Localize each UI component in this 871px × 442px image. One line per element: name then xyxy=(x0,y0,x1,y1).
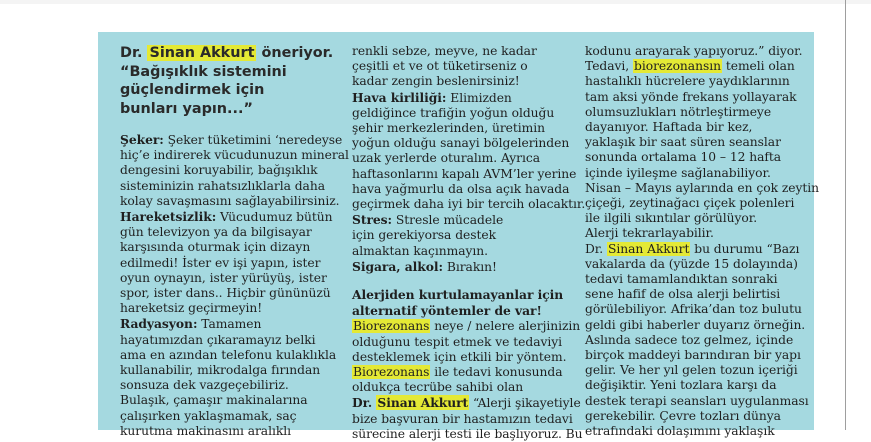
text-run: Bırakın! xyxy=(443,259,497,274)
text-line xyxy=(352,121,574,136)
text-run: desteklemek için etkili bir yöntem. xyxy=(352,349,567,364)
text-line xyxy=(585,424,800,439)
text-line xyxy=(120,271,342,286)
text-run: çeşitli et ve ot tüketirseniz o xyxy=(352,59,528,74)
article-column-1 xyxy=(120,44,349,439)
text-run: görülebiliyor. Afrika’dan toz bulutu xyxy=(585,302,802,317)
text-line xyxy=(352,335,574,350)
text-line xyxy=(352,212,574,228)
text-run: öneriyor. xyxy=(256,45,334,61)
text-run: Nisan – Mayıs aylarında en çok zeytin xyxy=(585,180,820,195)
text-run: için gerekiyorsa destek xyxy=(352,228,497,243)
text-run: haftasonlarını kapalı AVM’ler yerine xyxy=(352,166,577,181)
text-run: spor, ister dans.. Hiçbir gününüzü xyxy=(120,286,331,301)
text-line xyxy=(585,74,800,89)
text-run: almaktan kaçınmayın. xyxy=(352,243,489,258)
text-line xyxy=(120,100,342,119)
text-run: geldiğince trafiğin yoğun olduğu xyxy=(352,105,555,120)
text-run: sisteminizin rahatsızlıklarla daha xyxy=(120,178,325,193)
article-body xyxy=(585,44,820,439)
text-line xyxy=(585,180,820,196)
text-run: sonsuza dek vazgeçebiliriz. xyxy=(120,378,289,393)
text-line xyxy=(120,44,342,63)
text-line xyxy=(585,287,800,302)
text-run: kodunu arayarak yapıyoruz.” diyor. xyxy=(585,44,803,58)
text-line xyxy=(120,348,342,363)
text-line xyxy=(352,197,586,212)
text-run: şehir merkezlerinden, üretimin xyxy=(352,121,546,136)
bold-term: Dr. xyxy=(352,395,377,411)
text-line xyxy=(120,286,342,301)
text-run: temeli olan xyxy=(721,59,795,74)
text-line xyxy=(585,409,800,424)
article-body xyxy=(352,44,586,275)
spacer xyxy=(352,275,574,287)
text-run: hiç’e indirerek vücudunuzun mineral xyxy=(120,148,349,163)
text-run: sürecine alerji testi ile başlıyoruz. Bu xyxy=(352,426,583,441)
highlighted-name: biorezonansın xyxy=(634,59,721,74)
text-line xyxy=(585,150,800,165)
text-run: Alerji tekrarlayabilir. xyxy=(585,226,714,241)
text-run: içinde iyileşme sağlanabiliyor. xyxy=(585,165,771,180)
highlighted-name: Biorezonans xyxy=(353,365,430,380)
article-column-3 xyxy=(585,44,820,439)
text-line xyxy=(120,240,342,255)
text-line xyxy=(120,194,342,209)
text-run: hareketsiz geçirmeyin! xyxy=(120,301,263,316)
page-edge-line xyxy=(845,0,846,430)
text-line xyxy=(352,166,577,182)
text-run: birçok maddeyi barındıran bir yapı xyxy=(585,348,801,363)
highlighted-name: Sinan Akkurt xyxy=(149,45,255,61)
text-run: oldukça tecrübe sahibi olan xyxy=(352,380,524,395)
text-run: destek terapi seansları uygulanması xyxy=(585,393,809,408)
article-column-2 xyxy=(352,44,586,442)
text-run: hayatımızdan çıkaramayız belki xyxy=(120,332,316,347)
bold-term: Radyasyon: xyxy=(120,316,198,332)
bold-term: Stres: xyxy=(352,212,393,228)
text-run: bunları yapın...” xyxy=(120,100,253,117)
text-line xyxy=(352,136,574,151)
text-run: Tamamen xyxy=(197,317,262,332)
page-top-strip xyxy=(0,0,871,4)
text-line xyxy=(585,105,800,120)
text-line xyxy=(585,257,800,272)
text-run: ama en azından telefonu kulaklıkla xyxy=(120,347,337,362)
text-run: “Bağışıklık sistemini xyxy=(120,63,287,80)
text-line xyxy=(120,424,342,439)
text-run: yaklaşık bir saat süren seanslar xyxy=(585,135,781,150)
bold-term: Hava kirliliği: xyxy=(352,89,447,105)
text-run: geçirmek daha iyi bir tercih olacaktır. xyxy=(352,197,586,212)
text-line xyxy=(120,63,342,82)
text-run: Şeker tüketimini ‘neredeyse xyxy=(163,133,343,147)
text-line xyxy=(585,59,800,74)
text-line xyxy=(120,81,342,100)
text-line xyxy=(585,378,800,393)
text-line xyxy=(352,228,574,243)
text-line xyxy=(120,256,342,271)
section-heading xyxy=(120,44,342,118)
text-line xyxy=(120,301,342,316)
text-run: Bulaşık, çamaşır makinalarına xyxy=(120,393,308,408)
text-run: vakalarda da (yüzde 15 dolayında) xyxy=(585,256,798,271)
text-run: neye / nelere alerjinizin xyxy=(430,319,581,334)
text-run: kullanabilir, mikrodalga fırından xyxy=(120,363,321,378)
text-line xyxy=(352,365,574,380)
text-run: ile ilgili sıkıntılar görülüyor. xyxy=(585,211,758,226)
bold-term: Alerjiden kurtulamayanlar için xyxy=(352,287,564,303)
text-line xyxy=(585,393,809,409)
highlighted-name: Sinan Akkurt xyxy=(377,395,469,411)
text-run: uzak yerlerde oturalım. Ayrıca xyxy=(352,151,541,166)
text-line xyxy=(585,242,800,257)
text-line xyxy=(120,209,342,225)
bold-term: Şeker: xyxy=(120,132,164,147)
text-run: hastalıklı hücrelere yaydıklarının xyxy=(585,74,790,89)
text-run: Tedavi, xyxy=(585,59,634,74)
text-run: ile tedavi konusunda xyxy=(430,365,563,380)
text-line xyxy=(120,409,342,424)
text-run: Aslında sadece toz gelmez, içinde xyxy=(585,332,794,347)
text-line xyxy=(352,380,574,395)
text-line xyxy=(352,244,574,259)
text-run: çalışırken yaklaşmamak, saç xyxy=(120,408,297,423)
text-run: Dr. xyxy=(120,45,148,61)
highlighted-name: Sinan Akkurt xyxy=(608,241,690,256)
article-body xyxy=(352,319,583,442)
text-line xyxy=(120,393,342,408)
text-line xyxy=(120,363,342,378)
text-line xyxy=(352,319,581,334)
bold-term: Sigara, alkol: xyxy=(352,258,443,274)
text-run: renkli sebze, meyve, ne kadar xyxy=(352,44,537,58)
text-line xyxy=(352,90,574,106)
text-line xyxy=(120,378,342,393)
text-run: yoğun olduğu sanayi bölgelerinden xyxy=(352,136,570,151)
text-line xyxy=(352,303,574,319)
text-line xyxy=(120,333,342,348)
text-line xyxy=(352,426,583,442)
text-run: kolay savaşmasını sağlayabilirsiniz. xyxy=(120,193,340,208)
text-line xyxy=(352,287,574,303)
text-line xyxy=(120,179,342,194)
text-line xyxy=(585,120,800,135)
article-body xyxy=(120,132,349,439)
text-run: bize başvuran bir hastamızın tedavi xyxy=(352,411,573,426)
text-run: tam aksi yönde frekans yollayarak xyxy=(585,89,797,104)
text-line xyxy=(352,350,574,365)
text-run: Stresle mücadele xyxy=(392,213,504,228)
text-run: değişiktir. Yeni tozlara karşı da xyxy=(585,378,777,393)
text-line xyxy=(585,196,800,211)
text-line xyxy=(585,135,800,150)
text-run: karşısında oturmak için dizayn xyxy=(120,240,311,255)
text-run: “Alerji şikayetiyle xyxy=(469,396,581,411)
text-run: dengesini koruyabilir, bağışıklık xyxy=(120,163,318,178)
text-line xyxy=(352,412,574,427)
text-run: tedavi tamamlandıktan sonraki xyxy=(585,272,778,287)
text-line xyxy=(585,211,800,226)
text-run: hava yağmurlu da olsa açık havada xyxy=(352,181,570,196)
text-line xyxy=(585,333,800,348)
text-line xyxy=(585,317,806,333)
text-run: Elimizden xyxy=(446,90,512,105)
text-line xyxy=(120,132,342,148)
text-run: kadar zengin beslenirsiniz! xyxy=(352,74,520,89)
text-line xyxy=(352,182,574,197)
text-line xyxy=(120,148,349,163)
highlighted-name: Biorezonans xyxy=(353,319,430,334)
text-run: çiçeği, zeytinağacı çiçek polenleri xyxy=(585,196,795,211)
text-run: gün televizyon ya da bilgisayar xyxy=(120,225,312,240)
text-run: Dr. xyxy=(585,241,608,256)
text-run: gerekebilir. Çevre tozları dünya xyxy=(585,408,781,423)
subsection-heading xyxy=(352,287,574,319)
text-line xyxy=(585,90,800,105)
text-line xyxy=(352,44,574,59)
text-line xyxy=(585,348,800,363)
text-run: Vücudumuz bütün xyxy=(216,210,333,225)
text-run: olduğunu tespit etmek ve tedaviyi xyxy=(352,334,563,349)
text-line xyxy=(352,259,574,275)
text-run: etrafındaki dolaşımını yaklaşık xyxy=(585,424,775,439)
text-run: oyun oynayın, ister yürüyüş, ister xyxy=(120,270,327,285)
text-line xyxy=(585,166,800,181)
text-run: sonunda ortalama 10 – 12 hafta xyxy=(585,150,782,165)
text-run: dayanıyor. Haftada bir kez, xyxy=(585,120,753,135)
text-run: güçlendirmek için xyxy=(120,82,265,98)
text-line xyxy=(352,151,574,166)
text-run: geldi gibi haberler duyarız örneğin. xyxy=(585,317,806,332)
article-panel xyxy=(98,32,820,441)
text-line xyxy=(352,59,574,74)
text-run: bu durumu “Bazı xyxy=(690,241,800,256)
text-line xyxy=(585,302,800,317)
text-line xyxy=(120,225,342,240)
text-run: sene hafif de olsa alerji belirtisi xyxy=(585,287,781,302)
text-line xyxy=(120,163,342,178)
text-line xyxy=(585,363,800,378)
text-line xyxy=(352,395,581,411)
text-line xyxy=(352,106,574,121)
text-line xyxy=(585,272,800,287)
text-line xyxy=(585,44,803,59)
text-line xyxy=(352,74,574,89)
bold-term: alternatif yöntemler de var! xyxy=(352,303,542,319)
text-line xyxy=(120,316,342,332)
text-run: gelir. Ve her yıl gelen tozun içeriği xyxy=(585,363,798,378)
text-run: kurutma makinasını aralıklı xyxy=(120,423,292,438)
text-run: olumsuzlukları nötrleştirmeye xyxy=(585,104,772,119)
spacer xyxy=(120,118,342,132)
text-run: edilmedi! İster ev işi yapın, ister xyxy=(120,255,321,270)
text-line xyxy=(585,226,800,241)
bold-term: Hareketsizlik: xyxy=(120,209,217,225)
